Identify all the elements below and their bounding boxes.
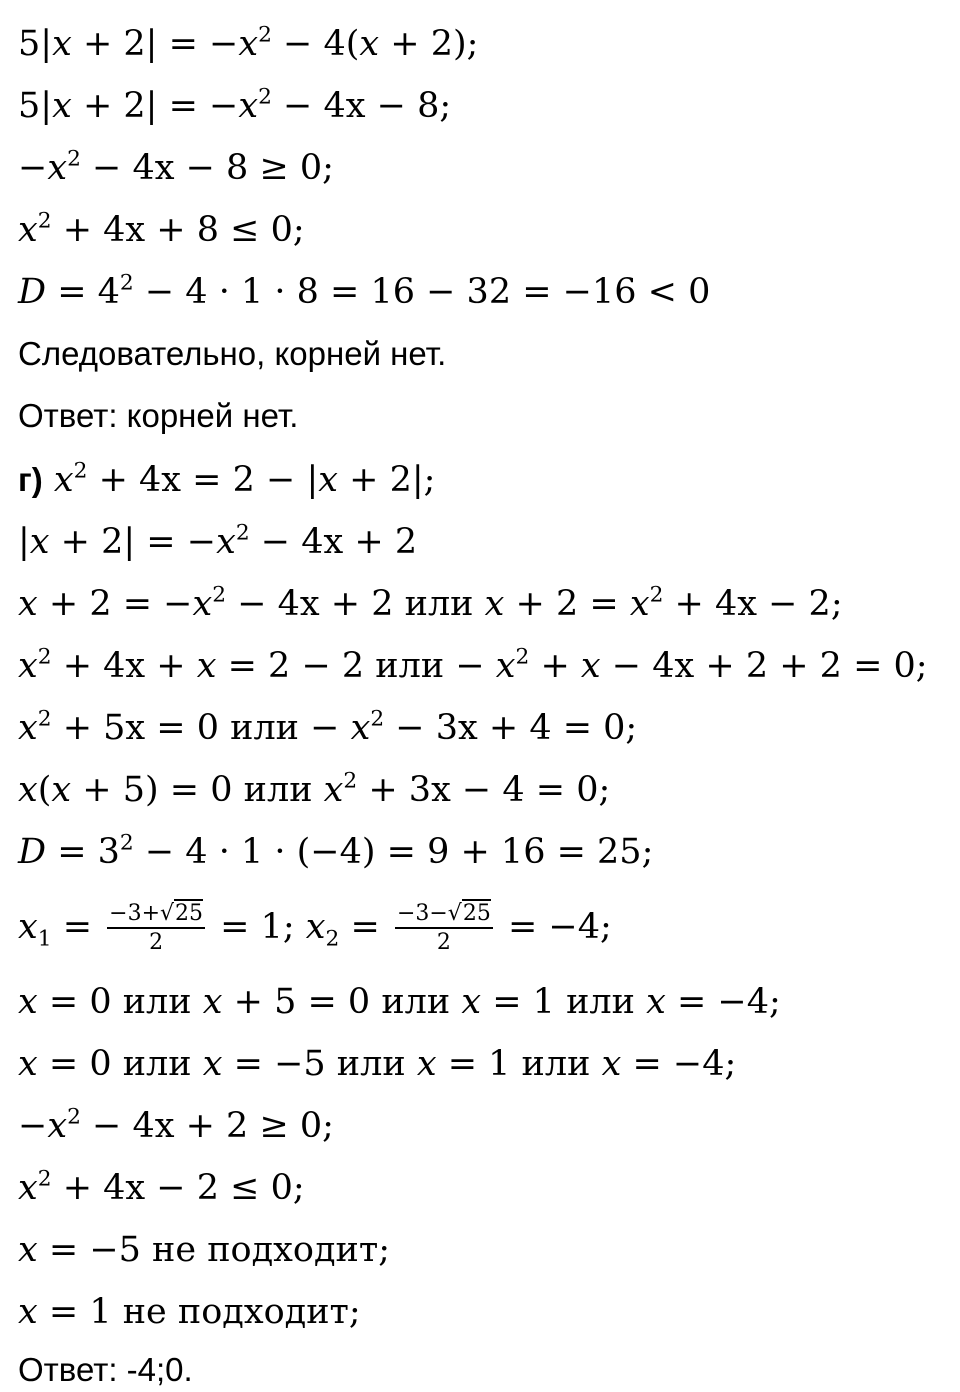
equation-line-17: x = 0 или x = −5 или x = 1 или x = −4; — [18, 1044, 737, 1084]
discriminant-line-1: $D = 4^2 - 4 \cdot 1 \cdot 8 = 16 - 32 = -16 < 0$ — [18, 270, 711, 312]
equation-line-11: $x^2 + 4x + x = 2 - 2$ или − $x^2 + x - 4x + 2 + 2 = 0$; — [18, 644, 928, 686]
answer-text-2: Ответ: -4;0. — [18, 1351, 193, 1388]
conclusion-text: Следовательно, корней нет. — [18, 335, 447, 372]
equation-line-10: $x + 2 = -x^2 - 4x + 2$ или $x + 2 = x^2 + 4x - 2$; — [18, 582, 843, 624]
check-line-2: x = 1 не подходит; — [18, 1292, 361, 1332]
check-line-1: x = −5 не подходит; — [18, 1230, 391, 1270]
problem-label: г) — [18, 461, 43, 498]
equation-line-2: $5|x + 2| = -x^2 - 4x - 8$; — [18, 84, 452, 126]
equation-line-9: $|x + 2| = -x^2 - 4x + 2$ — [18, 520, 418, 562]
answer-text-1: Ответ: корней нет. — [18, 397, 299, 434]
equation-line-4: $x^2 + 4x + 8 \le 0$; — [18, 208, 305, 250]
equation-line-12: $x^2 + 5x = 0$ или − $x^2 - 3x + 4 = 0$; — [18, 706, 638, 748]
problem-g-line — [18, 458, 435, 502]
discriminant-line-2: $D = 3^2 - 4 \cdot 1 \cdot (-4) = 9 + 16 = 25$; — [18, 830, 654, 872]
equation-line-13: x(x + 5) = 0 или $x^2 + 3x - 4 = 0$; — [18, 768, 611, 810]
equation-line-18: $-x^2 - 4x + 2 \ge 0$; — [18, 1104, 334, 1146]
equation-line-19: $x^2 + 4x - 2 \le 0$; — [18, 1166, 305, 1208]
problem-g-equation: $x^2 + 4x = 2 - |x + 2|$; — [53, 458, 436, 500]
equation-line-16: x = 0 или x + 5 = 0 или x = 1 или x = −4; — [18, 982, 781, 1022]
equation-line-3: $-x^2 - 4x - 8 \ge 0$; — [18, 146, 334, 188]
roots-line: $x_1$ = $\frac{-3+√25}{2}$ = 1; $x_2$ = $\frac{-3-√25}{2}$ = −4; — [18, 901, 612, 955]
equation-line-1: $5|x + 2| = -x^2 - 4(x + 2)$; — [18, 22, 479, 64]
